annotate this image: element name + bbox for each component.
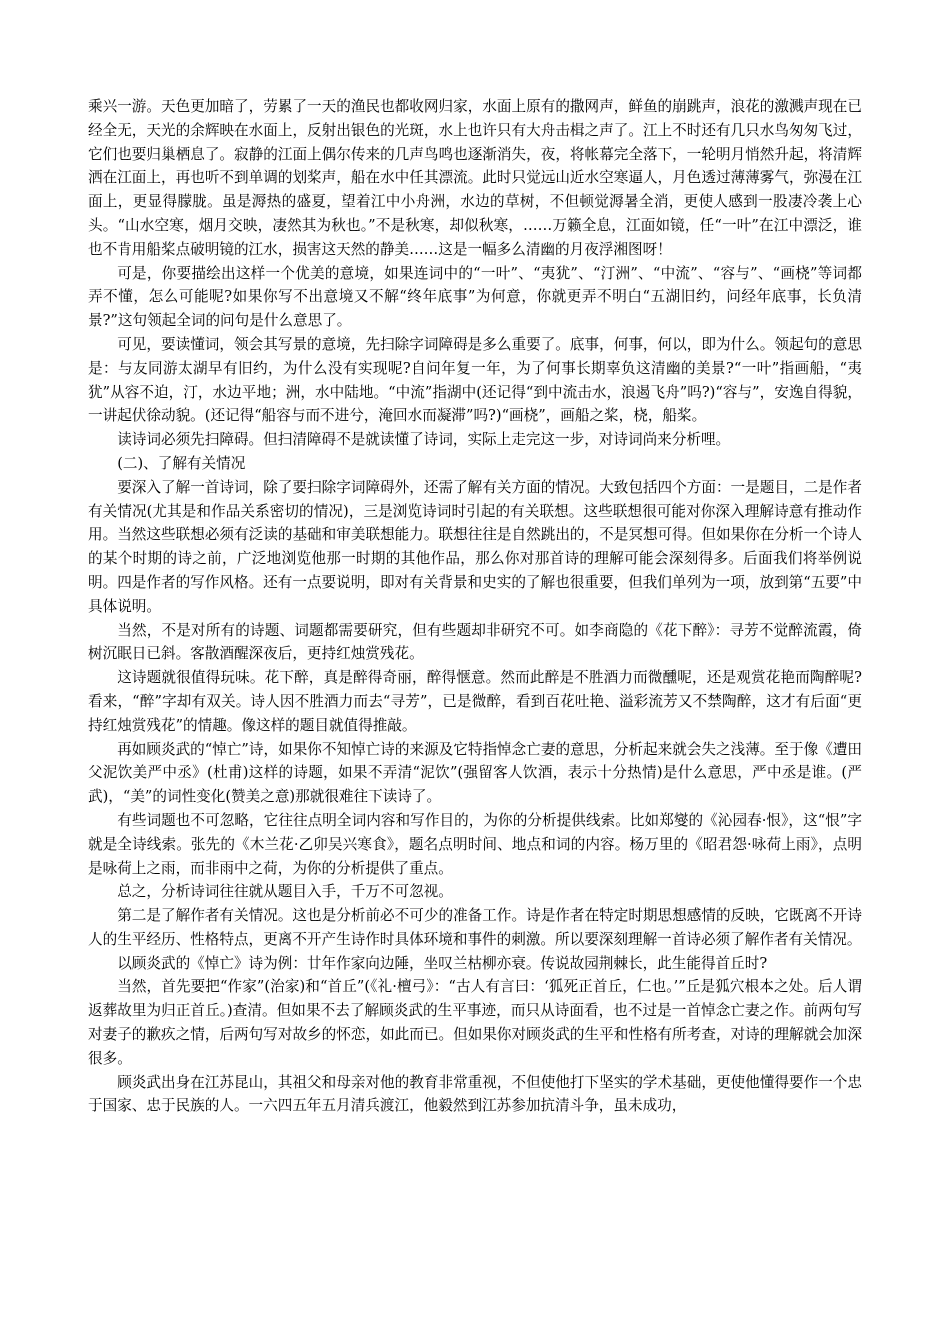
paragraph-12: 第二是了解作者有关情况。这也是分析前必不可少的准备工作。诗是作者在特定时期思想感情的反映，它既离不开诗人的生平经历、性格特点，更离不开产生诗作时具体环境和事件的刺激。所以要深刻理解一首诗必须了解作者有关情况。: [88, 907, 862, 948]
paragraph-15: 顾炎武出身在江苏昆山，其祖父和母亲对他的教育非常重视，不但使他打下坚实的学术基础，更使他懂得要作一个忠于国家、忠于民族的人。一六四五年五月清兵渡江，他毅然到江苏参加抗清斗争，虽未成功，: [88, 1073, 862, 1115]
paragraph-1: 乘兴一游。天色更加暗了，劳累了一天的渔民也都收网归家，水面上原有的撒网声，鲜鱼的崩跳声，浪花的激溅声现在已经全无，天光的余辉映在水面上，反射出银色的光斑，水上也许只有大舟击楫之声了。江上不时还有几只水鸟匆匆飞过，它们也要归巢栖息了。寂静的江面上偶尔传来的几声鸟鸣也逐渐消失，夜，将帐幕完全落下，一轮明月悄然升起，将清辉洒在江面上，再也听不到单调的划桨声，船在水中任其漂流。此时只觉远山近水空寒逼人，月色透过薄薄雾气，弥漫在江面上，更显得朦胧。虽是溽热的盛夏，望着江中小舟洲，水边的草树，不但顿觉溽暑全消，更使人感到一股凄冷袭上心头。“山水空寒，烟月交映，凄然其为秋也。”不是秋寒，却似秋寒，……万籁全息，江面如镜，任“一叶”在江中漂泛，谁也不肯用船桨点破明镜的江水，损害这天然的静美……这是一幅多么清幽的月夜浮湘图呀！: [88, 98, 862, 258]
paragraph-6: 要深入了解一首诗词，除了要扫除字词障碍外，还需了解有关方面的情况。大致包括四个方面：一是题目，二是作者有关情况(尤其是和作品关系密切的情况)，三是浏览诗词时引起的有关联想。这些联想很可能对你深入理解诗意有推动作用。当然这些联想必须有泛读的基础和审美联想能力。联想往往是自然跳出的，不是冥想可得。但如果你在分析一个诗人的某个时期的诗之前，广泛地浏览他那一时期的其他作品，那么你对那首诗的理解可能会深刻得多。后面我们将举例说明。四是作者的写作风格。还有一点要说明，即对有关背景和史实的了解也很重要，但我们单列为一项，放到第“五要”中具体说明。: [88, 478, 862, 615]
paragraph-11: 总之，分析诗词往往就从题目入手，千万不可忽视。: [117, 883, 453, 901]
paragraph-13: 以顾炎武的《悼亡》诗为例：廿年作家向边陲，坐叹兰枯柳亦衰。传说故园荆棘长，此生能得首丘时?: [117, 954, 768, 972]
paragraph-10: 有些词题也不可忽略，它往往点明全词内容和写作目的，为你的分析提供线索。比如郑燮的《沁园春·恨》，这“恨”字就是全诗线索。张先的《木兰花·乙卯吴兴寒食》，题名点明时间、地点和词的内容。杨万里的《昭君怨·咏荷上雨》，点明是咏荷上之雨，而非雨中之荷，为你的分析提供了重点。: [88, 811, 862, 877]
paragraph-4: 读诗词必须先扫障碍。但扫清障碍不是就读懂了诗词，实际上走完这一步，对诗词尚来分析哩。: [117, 431, 731, 449]
paragraph-3: 可见，要读懂词，领会其写景的意境，先扫除字词障碍是多么重要了。底事，何事，何以，即为什么。领起句的意思是：与友同游太湖早有旧约，为什么没有实现呢?自问年复一年，为了何事长期辜负这清幽的美景?“一叶”指画船，“夷犹”从容不迫，汀，水边平地；洲，水中陆地。“中流”指湖中(还记得“到中流击水，浪遏飞舟”吗?)“容与”，安逸自得貌，一讲起伏徐动貌。(还记得“船容与而不进兮，淹回水而凝滞”吗?)“画桡”，画船之桨，桡，船桨。: [88, 335, 862, 425]
paragraph-2: 可是，你要描绘出这样一个优美的意境，如果连词中的“一叶”、“夷犹”、“汀洲”、“中流”、“容与”、“画桡”等词都弄不懂，怎么可能呢?如果你写不出意境又不解“终年底事”为何意，你就更弄不明白“五湖旧约，问经年底事，长负清景?”这句领起全词的问句是什么意思了。: [88, 264, 862, 330]
paragraph-7: 当然，不是对所有的诗题、词题都需要研究，但有些题却非研究不可。如李商隐的《花下醉》：寻芳不觉醉流霞，倚树沉眠日已斜。客散酒醒深夜后，更持红烛赏残花。: [88, 621, 862, 663]
section-heading: (二)、了解有关情况: [117, 454, 246, 472]
paragraph-9: 再如顾炎武的“悼亡”诗，如果你不知悼亡诗的来源及它特指悼念亡妻的意思，分析起来就会失之浅薄。至于像《遭田父泥饮美严中丞》(杜甫)这样的诗题，如果不弄清“泥饮”(强留客人饮酒，表示十分热情)是什么意思，严中丞是谁。(严武)，“美”的词性变化(赞美之意)那就很难往下读诗了。: [88, 740, 862, 806]
paragraph-8: 这诗题就很值得玩味。花下醉，真是醉得奇丽，醉得惬意。然而此醉是不胜酒力而微醺呢，还是观赏花艳而陶醉呢?看来，“醉”字却有双关。诗人因不胜酒力而去“寻芳”，已是微醉，看到百花吐艳、溢彩流芳又不禁陶醉，这才有后面“更持红烛赏残花”的情趣。像这样的题目就值得推敲。: [88, 669, 862, 734]
paragraph-14: 当然，首先要把“作家”(治家)和“首丘”(《礼·檀弓》：“古人有言曰：‘狐死正首丘，仁也。’”丘是狐穴根本之处。后人谓返葬故里为归正首丘。)查清。但如果不去了解顾炎武的生平事迹，而只从诗面看，也不过是一首悼念亡妻之作。前两句写对妻子的歉疚之情，后两句写对故乡的怀恋，如此而已。但如果你对顾炎武的生平和性格有所考查，对诗的理解就会加深很多。: [88, 978, 862, 1067]
document-page: [88, 95, 862, 1118]
